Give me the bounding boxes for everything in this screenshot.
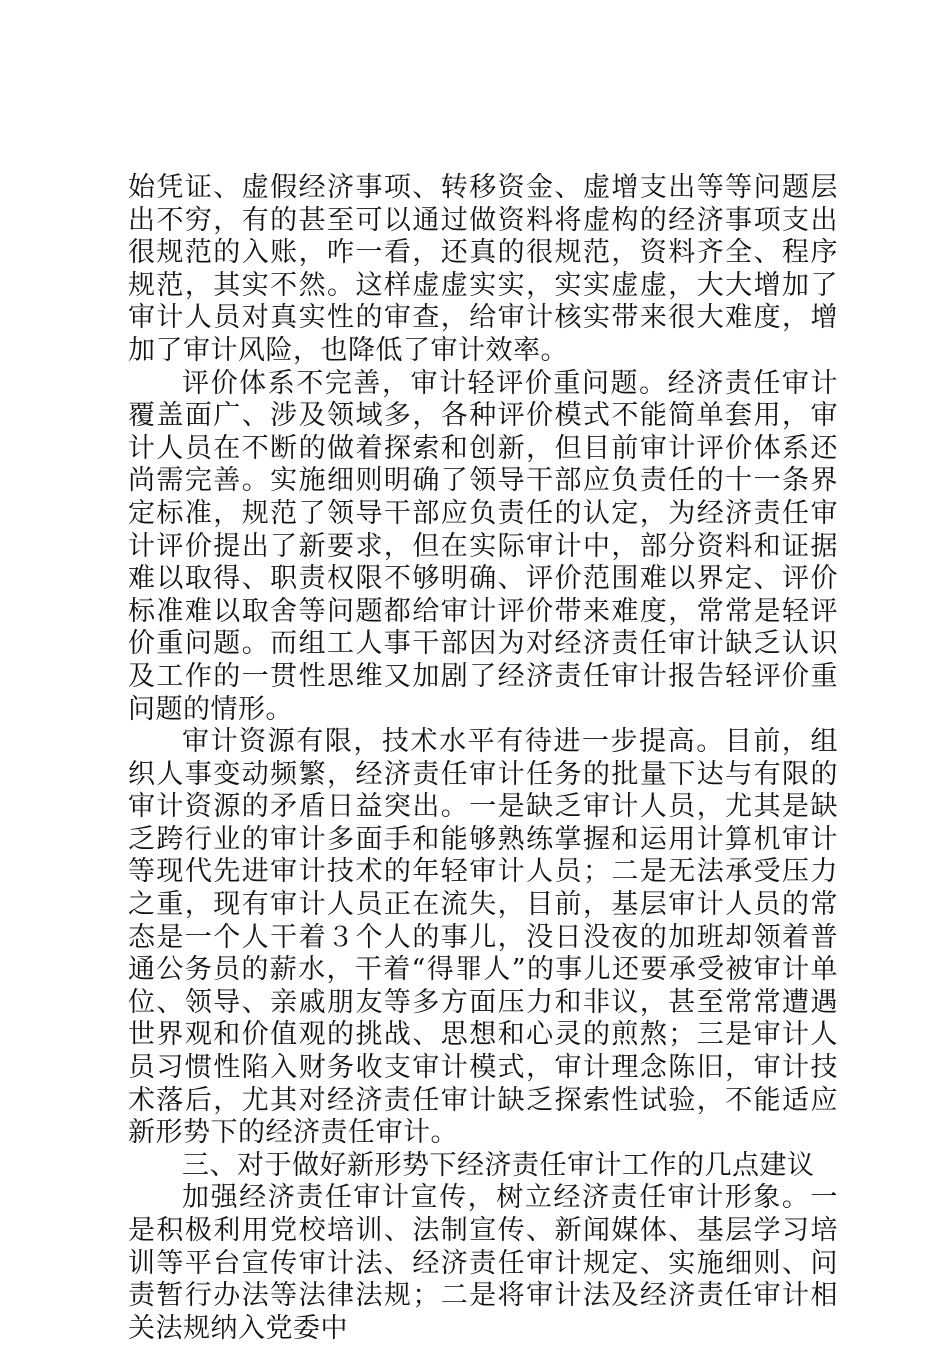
body-paragraph-3: 审计资源有限，技术水平有待进一步提高。目前，组织人事变动频繁，经济责任审计任务的批量下达与有限的审计资源的矛盾日益突出。一是缺乏审计人员，尤其是缺乏跨行业的审计多面手和能够熟练掌握和运用计算机审计等现代先进审计技术的年轻审计人员；二是无法承受压力之重，现有审计人员正在流失，目前，基层审计人员的常态是一个人干着３个人的事儿，没日没夜的加班却领着普通公务员的薪水，干着“得罪人”的事儿还要承受被审计单位、领导、亲戚朋友等多方面压力和非议，甚至常常遭遇世界观和价值观的挑战、思想和心灵的煎熬；三是审计人员习惯性陷入财务收支审计模式，审计理念陈旧，审计技术落后，尤其对经济责任审计缺乏探索性试验，不能适应新形势下的经济责任审计。 xyxy=(128,726,838,1149)
document-body xyxy=(128,172,838,1345)
section-heading-3: 三、对于做好新形势下经济责任审计工作的几点建议 xyxy=(182,1149,815,1181)
body-paragraph-2: 评价体系不完善，审计轻评价重问题。经济责任审计覆盖面广、涉及领域多，各种评价模式不能简单套用，审计人员在不断的做着探索和创新，但目前审计评价体系还尚需完善。实施细则明确了领导干部应负责任的十一条界定标准，规范了领导干部应负责任的认定，为经济责任审计评价提出了新要求，但在实际审计中，部分资料和证据难以取得、职责权限不够明确、评价范围难以界定、评价标准难以取舍等问题都给审计评价带来难度，常常是轻评价重问题。而组工人事干部因为对经济责任审计缺乏认识及工作的一贯性思维又加剧了经济责任审计报告轻评价重问题的情形。 xyxy=(128,367,838,725)
body-paragraph-4: 加强经济责任审计宣传，树立经济责任审计形象。一是积极利用党校培训、法制宣传、新闻媒体、基层学习培训等平台宣传审计法、经济责任审计规定、实施细则、问责暂行办法等法律法规；二是将审计法及经济责任审计相关法规纳入党委中 xyxy=(128,1182,838,1344)
body-paragraph-1: 始凭证、虚假经济事项、转移资金、虚增支出等等问题层出不穷，有的甚至可以通过做资料将虚构的经济事项支出很规范的入账，咋一看，还真的很规范，资料齐全、程序规范，其实不然。这样虚虚实实，实实虚虚，大大增加了审计人员对真实性的审查，给审计核实带来很大难度，增加了审计风险，也降低了审计效率。 xyxy=(128,172,838,366)
